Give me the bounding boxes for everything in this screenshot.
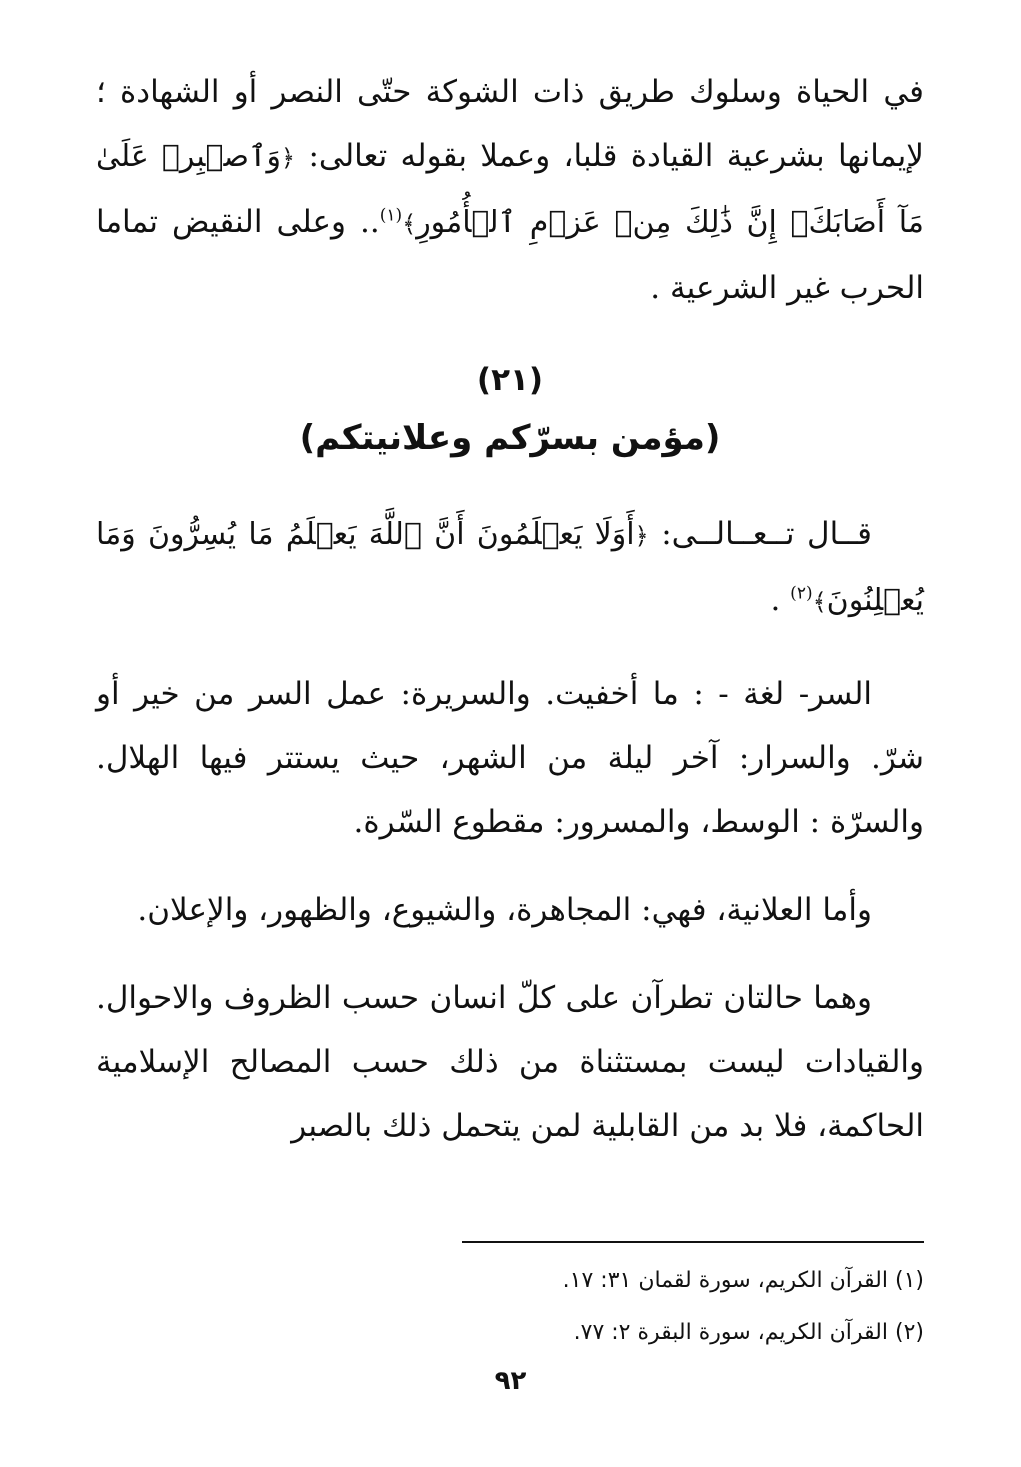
footnote-1: (١) القرآن الكريم، سورة لقمان ٣١: ١٧. <box>562 1268 924 1293</box>
section-title: (مؤمن بسرّكم وعلانيتكم) <box>299 418 721 458</box>
footnote-2: (٢) القرآن الكريم، سورة البقرة ٢: ٧٧. <box>573 1320 924 1345</box>
quran-open-bracket-2: ﴿ <box>634 522 649 550</box>
paragraph-2-end: . <box>770 582 791 618</box>
quran-open-bracket-1: ﴿ <box>281 144 296 172</box>
paragraph-1-text-a: في الحياة وسلوك طريق ذات الشوكة حتّى النصر أو الشهادة ؛ لإيمانها بشرعية القيادة قلبا، وعملا بقوله تعالى: <box>96 74 924 174</box>
section-number: (٢١) <box>476 362 544 398</box>
paragraph-2 <box>96 502 924 634</box>
paragraph-5: وهما حالتان تطرآن على كلّ انسان حسب الظروف والاحوال. والقيادات ليست بمستثناة من ذلك حسب المصالح الإسلامية الحاكمة، فلا بد من القابلية لمن يتحمل ذلك بالصبر <box>96 980 924 1144</box>
paragraph-4: وأما العلانية، فهي: المجاهرة، والشيوع، والظهور، والإعلان. <box>137 892 872 928</box>
quran-close-bracket-1: ﴾ <box>402 210 417 238</box>
quran-close-bracket-2: ﴾ <box>812 588 827 616</box>
footnote-ref-1: (١) <box>379 205 403 226</box>
paragraph-3: السر- لغة - : ما أخفيت. والسريرة: عمل السر من خير أو شرّ. والسرار: آخر ليلة من الشهر، حيث يستتر فيها الهلال. والسرّة : الوسط، والمسرور: مقطوع السّرة. <box>96 676 924 840</box>
page-number: ٩٢ <box>494 1366 527 1396</box>
quran-verse-2: أَوَلَا يَعۡلَمُونَ أَنَّ ٱللَّهَ يَعۡلَمُ مَا يُسِرُّونَ وَمَا يُعۡلِنُونَ <box>96 517 924 618</box>
footnote-divider <box>462 1241 924 1243</box>
paragraph-1-text-b: .. وعلى النقيض تماما الحرب غير الشرعية . <box>96 204 924 306</box>
footnote-ref-2: (٢) <box>790 583 813 604</box>
paragraph-2-intro: قــال تــعــالــى: <box>648 516 872 552</box>
quran-verse-1: وَٱصۡبِرۡ عَلَىٰ مَآ أَصَابَكَۖ إِنَّ ذَٰلِكَ مِنۡ عَزۡمِ ٱلۡأُمُورِ <box>96 139 924 240</box>
page-body <box>96 60 924 1158</box>
paragraph-1 <box>96 60 924 320</box>
